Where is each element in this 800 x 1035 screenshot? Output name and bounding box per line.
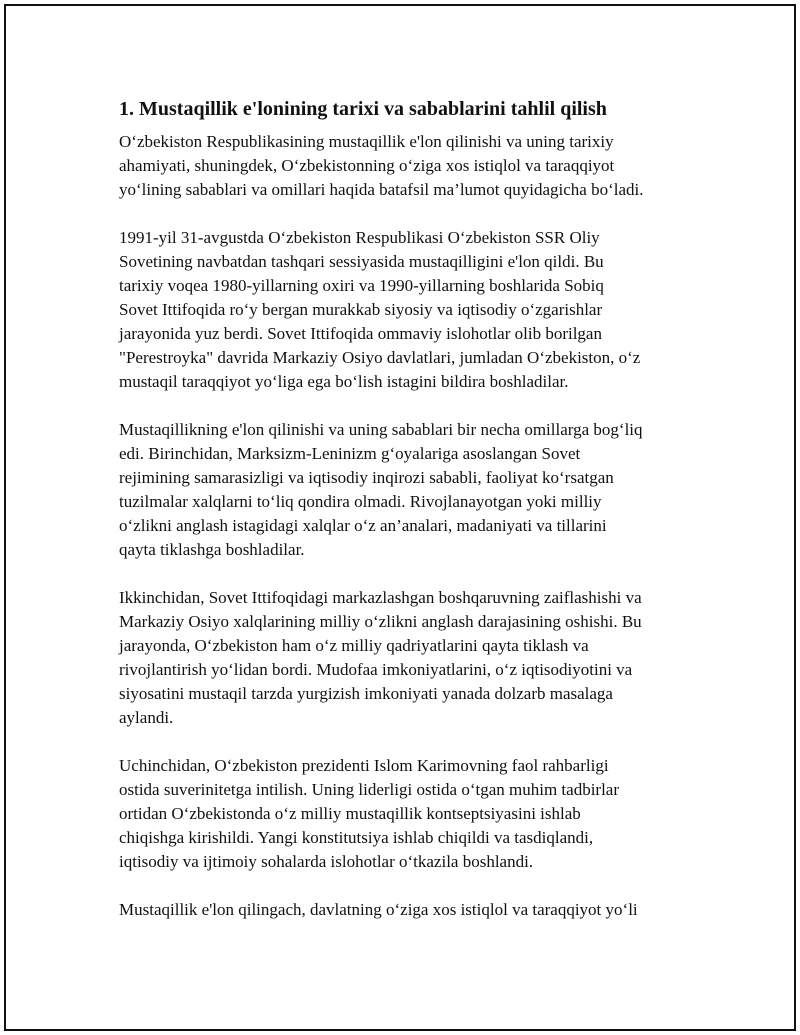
- paragraph-line: edi. Birinchidan, Marksizm-Leninizm g‘oyalariga asoslangan Sovet: [119, 444, 581, 463]
- paragraph-line: qayta tiklashga boshladilar.: [119, 540, 305, 559]
- paragraph-line: O‘zbekiston Respublikasining mustaqillik e'lon qilinishi va uning tarixiy: [119, 132, 614, 151]
- paragraph-line: rivojlantirish yo‘lidan bordi. Mudofaa imkoniyatlarini, o‘z iqtisodiyotini va: [119, 660, 633, 679]
- paragraph: [119, 418, 699, 562]
- paragraph-line: ostida suverinitetga intilish. Uning liderligi ostida o‘tgan muhim tadbirlar: [119, 780, 620, 799]
- paragraph-line: "Perestroyka" davrida Markaziy Osiyo davlatlari, jumladan O‘zbekiston, o‘z: [119, 348, 641, 367]
- paragraph-line: Uchinchidan, O‘zbekiston prezidenti Islom Karimovning faol rahbarligi: [119, 756, 609, 775]
- paragraph-line: chiqishga kirishildi. Yangi konstitutsiya ishlab chiqildi va tasdiqlandi,: [119, 828, 594, 847]
- paragraph-line: ortidan O‘zbekistonda o‘z milliy mustaqillik kontseptsiyasini ishlab: [119, 804, 581, 823]
- paragraph: [119, 586, 699, 730]
- paragraph-line: yo‘lining sabablari va omillari haqida batafsil ma’lumot quyidagicha bo‘ladi.: [119, 180, 644, 199]
- document-content: [119, 96, 699, 946]
- paragraph-line: tarixiy voqea 1980-yillarning oxiri va 1990-yillarning boshlarida Sobiq: [119, 276, 604, 295]
- paragraph-line: Ikkinchidan, Sovet Ittifoqidagi markazlashgan boshqaruvning zaiflashishi va: [119, 588, 642, 607]
- paragraph-line: Markaziy Osiyo xalqlarining milliy o‘zlikni anglash darajasining oshishi. Bu: [119, 612, 642, 631]
- document-page: [4, 4, 796, 1031]
- paragraph-line: Sovet Ittifoqida ro‘y bergan murakkab siyosiy va iqtisodiy o‘zgarishlar: [119, 300, 603, 319]
- paragraph-line: 1991-yil 31-avgustda O‘zbekiston Respublikasi O‘zbekiston SSR Oliy: [119, 228, 600, 247]
- paragraph-line: jarayonda, O‘zbekiston ham o‘z milliy qadriyatlarini qayta tiklash va: [119, 636, 589, 655]
- paragraph-line: Mustaqillik e'lon qilingach, davlatning o‘ziga xos istiqlol va taraqqiyot yo‘li: [119, 900, 638, 919]
- paragraph-line: jarayonida yuz berdi. Sovet Ittifoqida ommaviy islohotlar olib borilgan: [119, 324, 602, 343]
- paragraph-line: rejimining samarasizligi va iqtisodiy inqirozi sababli, faoliyat ko‘rsatgan: [119, 468, 614, 487]
- paragraph: [119, 898, 699, 922]
- paragraph: [119, 226, 699, 394]
- paragraph-line: mustaqil taraqqiyot yo‘liga ega bo‘lish istagini bildira boshladilar.: [119, 372, 569, 391]
- paragraph-line: tuzilmalar xalqlarni to‘liq qondira olmadi. Rivojlanayotgan yoki milliy: [119, 492, 602, 511]
- paragraph-line: iqtisodiy va ijtimoiy sohalarda islohotlar o‘tkazila boshlandi.: [119, 852, 534, 871]
- paragraph-line: o‘zlikni anglash istagidagi xalqlar o‘z an’analari, madaniyati va tillarini: [119, 516, 607, 535]
- paragraph-line: Mustaqillikning e'lon qilinishi va uning sabablari bir necha omillarga bog‘liq: [119, 420, 643, 439]
- paragraph-line: ahamiyati, shuningdek, O‘zbekistonning o‘ziga xos istiqlol va taraqqiyot: [119, 156, 615, 175]
- paragraph: [119, 130, 699, 202]
- paragraph-line: aylandi.: [119, 708, 174, 727]
- paragraph: [119, 754, 699, 874]
- paragraph-list: [119, 130, 699, 922]
- section-heading: 1. Mustaqillik e'lonining tarixi va sabablarini tahlil qilish: [119, 98, 607, 120]
- paragraph-line: Sovetining navbatdan tashqari sessiyasida mustaqilligini e'lon qildi. Bu: [119, 252, 604, 271]
- paragraph-line: siyosatini mustaqil tarzda yurgizish imkoniyati yanada dolzarb masalaga: [119, 684, 613, 703]
